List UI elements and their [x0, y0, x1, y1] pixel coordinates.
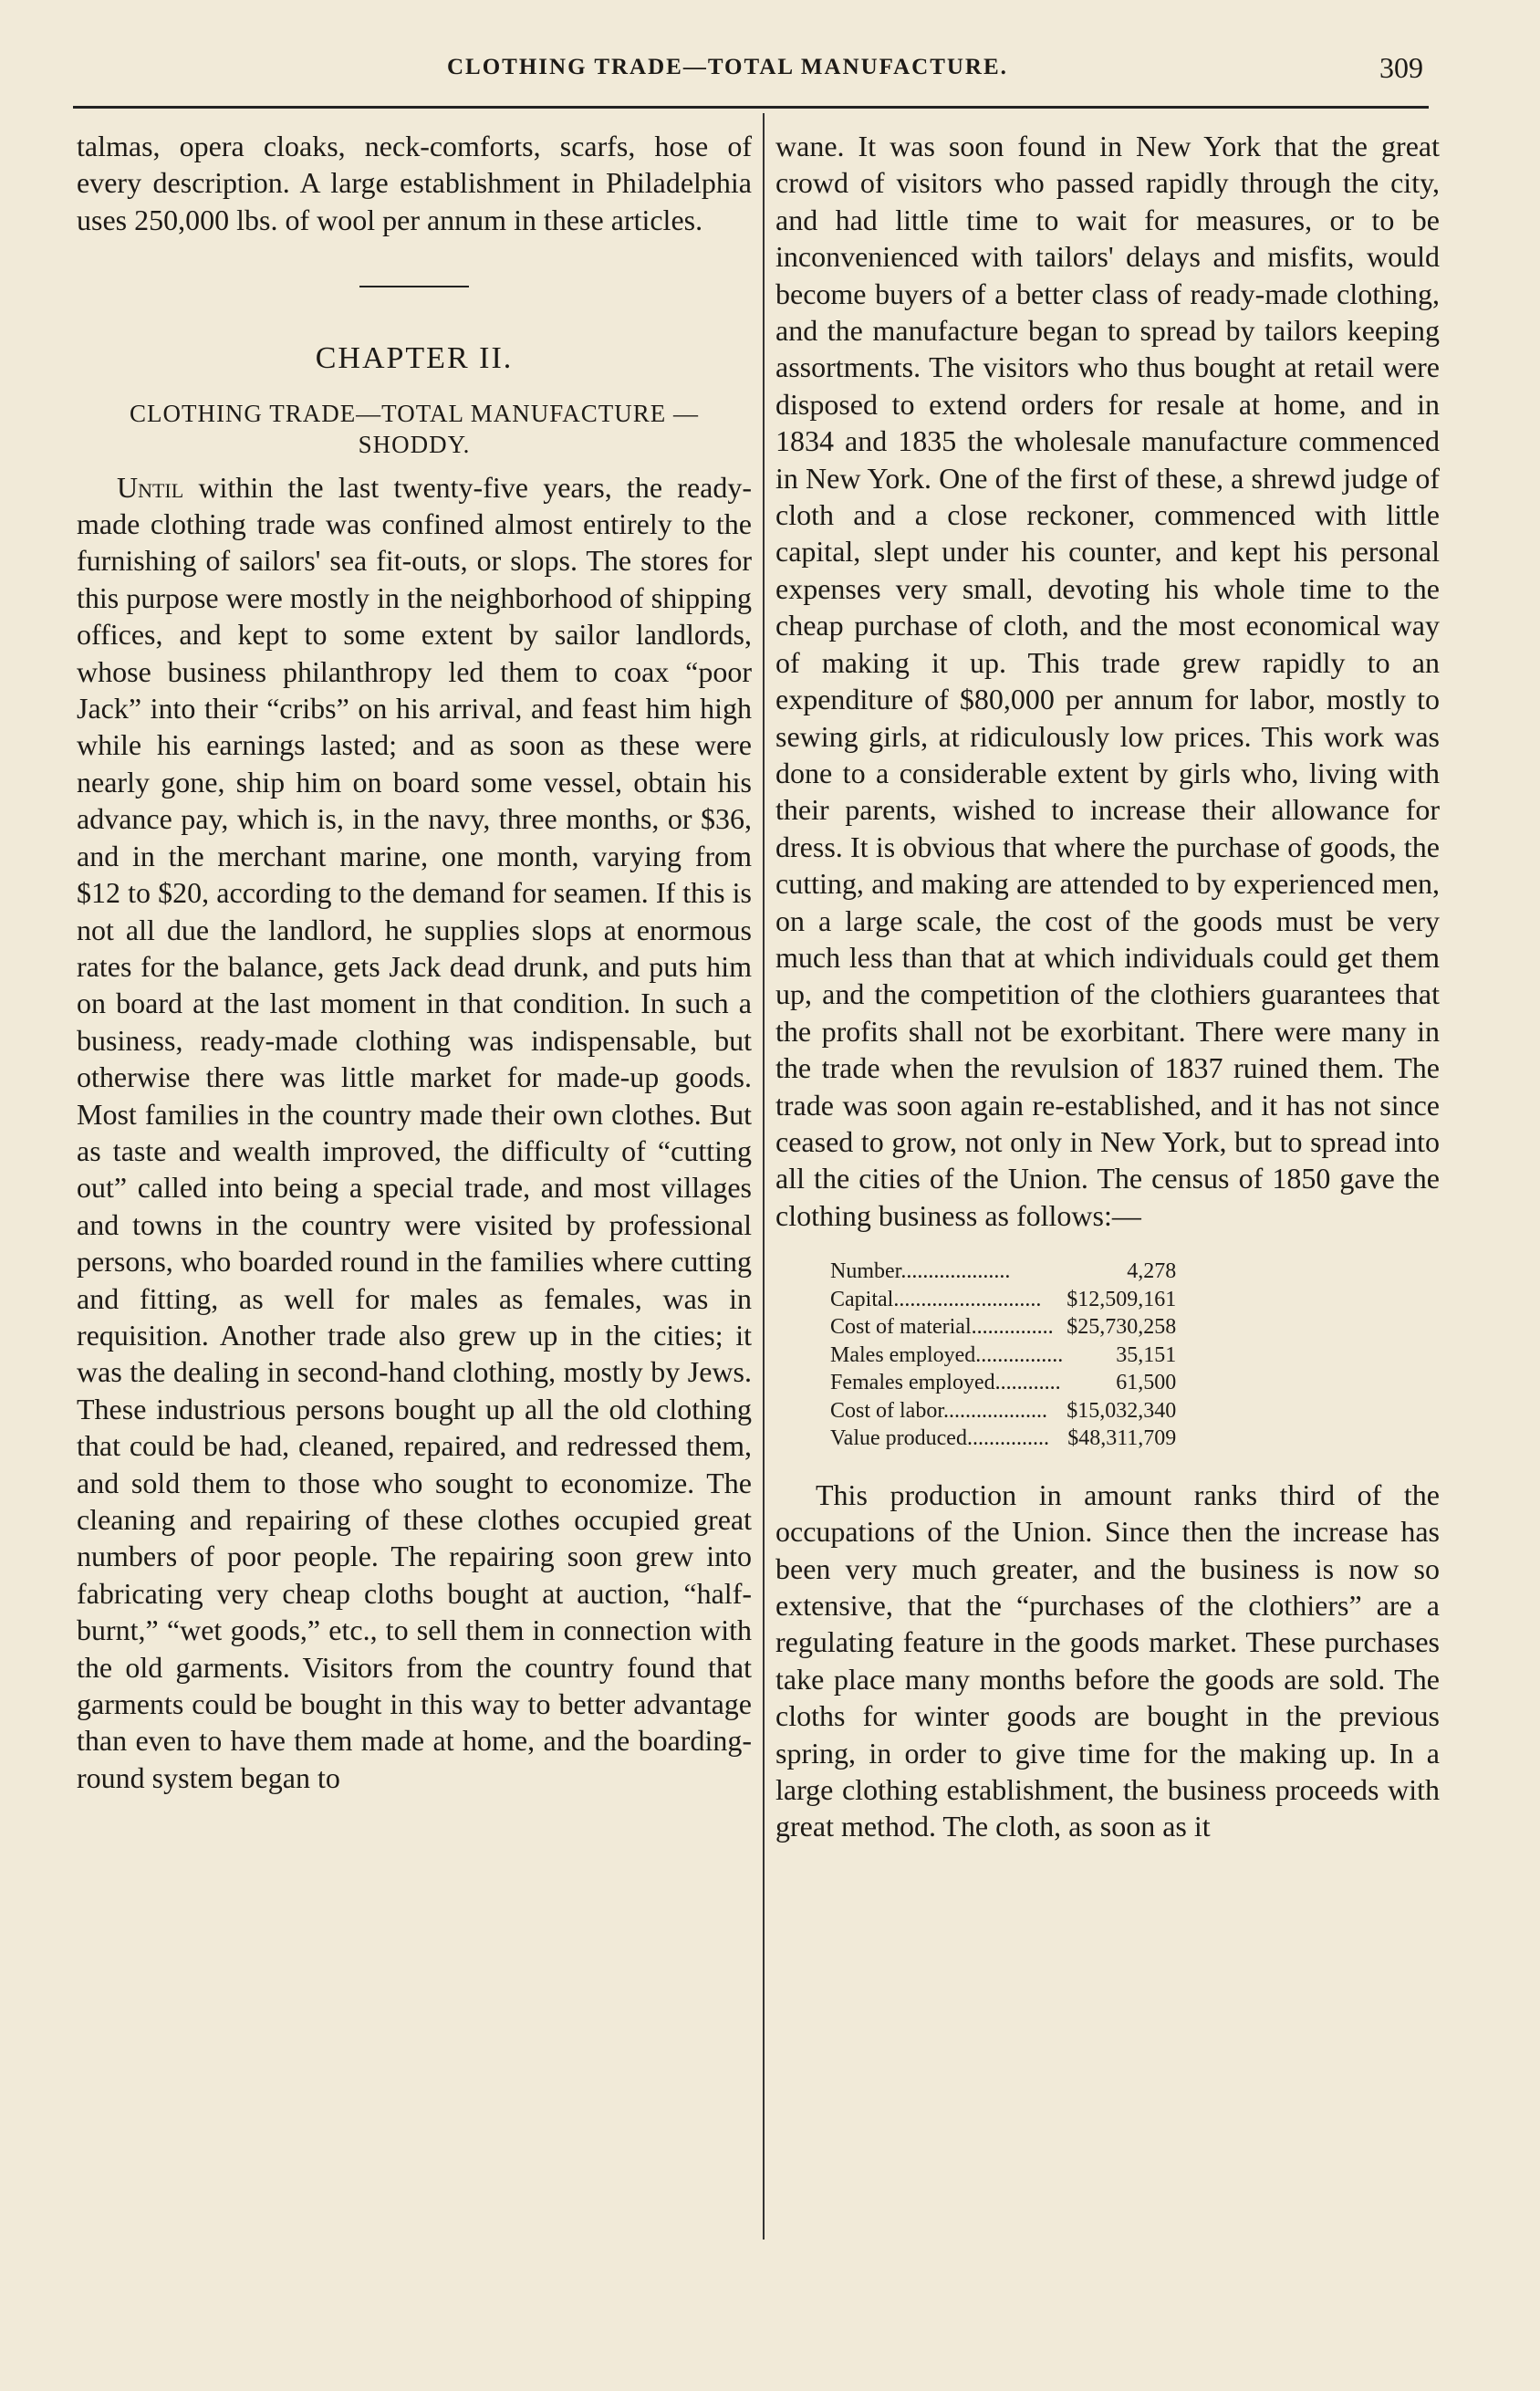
census-row-leader: ................... — [943, 1398, 1047, 1423]
census-table-row — [830, 1342, 1176, 1370]
paragraph-continued: wane. It was soon found in New York that the great crowd of visitors who passed rapidly through the city, and had little time to wait for measures, or to be inconvenienced with tailors' delays and misfits, would become buyers of a better class of ready-made clothing, and the manufacture began to spread by tailors keeping assortments. The visitors who thus bought at retail were disposed to extend orders for resale at home, and in 1834 and 1835 the wholesale manufacture commenced in New York. One of the first of these, a shrewd judge of cloth and a close reckoner, commenced with little capital, slept under his counter, and kept his personal expenses very small, devoting his whole time to the cheap purchase of cloth, and the most economical way of making it up. This trade grew rapidly to an expenditure of $80,000 per annum for labor, mostly to sewing girls, at ridiculously low prices. This work was done to a considerable extent by girls who, living with their parents, wished to increase their allowance for dress. It is obvious that where the purchase of goods, the cutting, and making are attended to by experienced men, on a large scale, the cost of the goods must be very much less than that at which individuals could get them up, and the competition of the clothiers guarantees that the profits shall not be exorbitant. There were many in the trade when the revulsion of 1837 ruined them. The trade was soon again re-established, and it has not since ceased to grow, not only in New York, but to spread into all the cities of the Union. The census of 1850 gave the clothing business as follows:— — [775, 130, 1440, 1232]
census-row-value: 4,278 — [1127, 1259, 1177, 1284]
census-table-row — [830, 1286, 1176, 1314]
census-row-leader: ................ — [975, 1342, 1064, 1367]
chapter-subtitle: CLOTHING TRADE—TOTAL MANUFACTURE —SHODDY. — [129, 399, 700, 458]
census-row-leader: ........................... — [893, 1287, 1042, 1311]
column-divider — [763, 113, 765, 2240]
census-row-leader: ............ — [994, 1371, 1061, 1395]
census-table-row — [830, 1313, 1176, 1342]
census-row-label-text: Capital — [830, 1287, 894, 1311]
census-table-row — [830, 1258, 1176, 1286]
chapter-title: CHAPTER II. — [315, 341, 514, 376]
census-row-label-text: Cost of labor — [830, 1398, 943, 1423]
census-row-label — [830, 1313, 1063, 1342]
census-row-label — [830, 1286, 1063, 1314]
census-row-leader: ............... — [971, 1315, 1054, 1340]
running-head-title: CLOTHING TRADE—TOTAL MANUFACTURE. — [447, 55, 1008, 79]
lead-word: Until — [117, 470, 184, 504]
census-row-label-text: Cost of material — [830, 1315, 972, 1340]
continuation-paragraph: talmas, opera cloaks, neck-comforts, scarfs, hose of every description. A large establishment in Philadelphia uses 250,000 lbs. of wool per annum in these articles. — [77, 130, 752, 236]
left-column — [77, 128, 752, 1796]
census-row-label-text: Males employed — [830, 1342, 976, 1367]
census-row-label — [830, 1342, 1063, 1370]
census-row-value: $25,730,258 — [1067, 1315, 1177, 1340]
census-row-label — [830, 1258, 1063, 1286]
census-row-label-text: Number — [830, 1259, 901, 1284]
census-row-value: $15,032,340 — [1067, 1398, 1177, 1423]
census-table-row — [830, 1369, 1176, 1397]
paragraph-production: This production in amount ranks third of the occupations of the Union. Since then the increase has been very much greater, and the business is now so extensive, that the “purchases of the clothiers” are a regulating feature in the goods market. These purchases take place many months before the goods are sold. The cloths for winter goods are bought in the previous spring, in order to give time for the making up. In a large clothing establishment, the business proceeds with great method. The cloth, as soon as it — [775, 1477, 1440, 1843]
page-number: 309 — [1379, 51, 1423, 84]
census-row-label — [830, 1397, 1063, 1425]
census-row-value: $12,509,161 — [1067, 1287, 1177, 1311]
census-table-row — [830, 1397, 1176, 1425]
census-row-label — [830, 1369, 1063, 1397]
census-row-value: 61,500 — [1116, 1371, 1177, 1395]
census-row-label-text: Value produced — [830, 1426, 967, 1451]
census-row-leader: .................... — [900, 1259, 1011, 1284]
census-row-value: $48,311,709 — [1067, 1426, 1177, 1451]
chapter-opening-paragraph — [77, 469, 752, 1797]
right-column — [775, 128, 1440, 1845]
census-table-row — [830, 1425, 1176, 1453]
section-divider-rule — [359, 286, 469, 287]
opening-paragraph-body: within the last twenty-five years, the ready-made clothing trade was confined almost entirely to the furnishing of sailors' sea fit-outs, or slops. The stores for this purpose were mostly in the neighborhood of shipping offices, and kept to some extent by sailor landlords, whose business philanthropy led them to coax “poor Jack” into their “cribs” on his arrival, and feast him high while his earnings lasted; and as soon as these were nearly gone, ship him on board some vessel, obtain his advance pay, which is, in the navy, three months, or $36, and in the merchant marine, one month, varying from $12 to $20, according to the demand for seamen. If this is not all due the landlord, he supplies slops at enormous rates for the balance, gets Jack dead drunk, and puts him on board at the last moment in that condition. In such a business, ready-made clothing was indispensable, but otherwise there was little market for made-up goods. Most families in the country made their own clothes. But as taste and wealth improved, the difficulty of “cutting out” called into being a special trade, and most villages and towns in the country were visited by professional persons, who boarded round in the families where cutting and fitting, as well for males as females, was in requisition. Another trade also grew up in the cities; it was the dealing in second-hand clothing, mostly by Jews. These industrious persons bought up all the old clothing that could be had, cleaned, repaired, and redressed them, and sold them to those who sought to economize. The cleaning and repairing of these clothes occupied great numbers of poor people. The repairing soon grew into fabricating very cheap cloths bought at auction, “half-burnt,” “wet goods,” etc., to sell them in connection with the old garments. Visitors from the country found that garments could be bought in this way to better advantage than even to have them made at home, and the boarding-round system began to — [77, 470, 752, 1794]
census-1850-table — [830, 1258, 1176, 1453]
header-rule — [73, 106, 1429, 109]
census-row-value: 35,151 — [1116, 1342, 1177, 1367]
census-row-label-text: Females employed — [830, 1371, 995, 1395]
census-row-leader: ............... — [966, 1426, 1049, 1451]
census-row-label — [830, 1425, 1063, 1453]
running-head — [73, 51, 1423, 97]
